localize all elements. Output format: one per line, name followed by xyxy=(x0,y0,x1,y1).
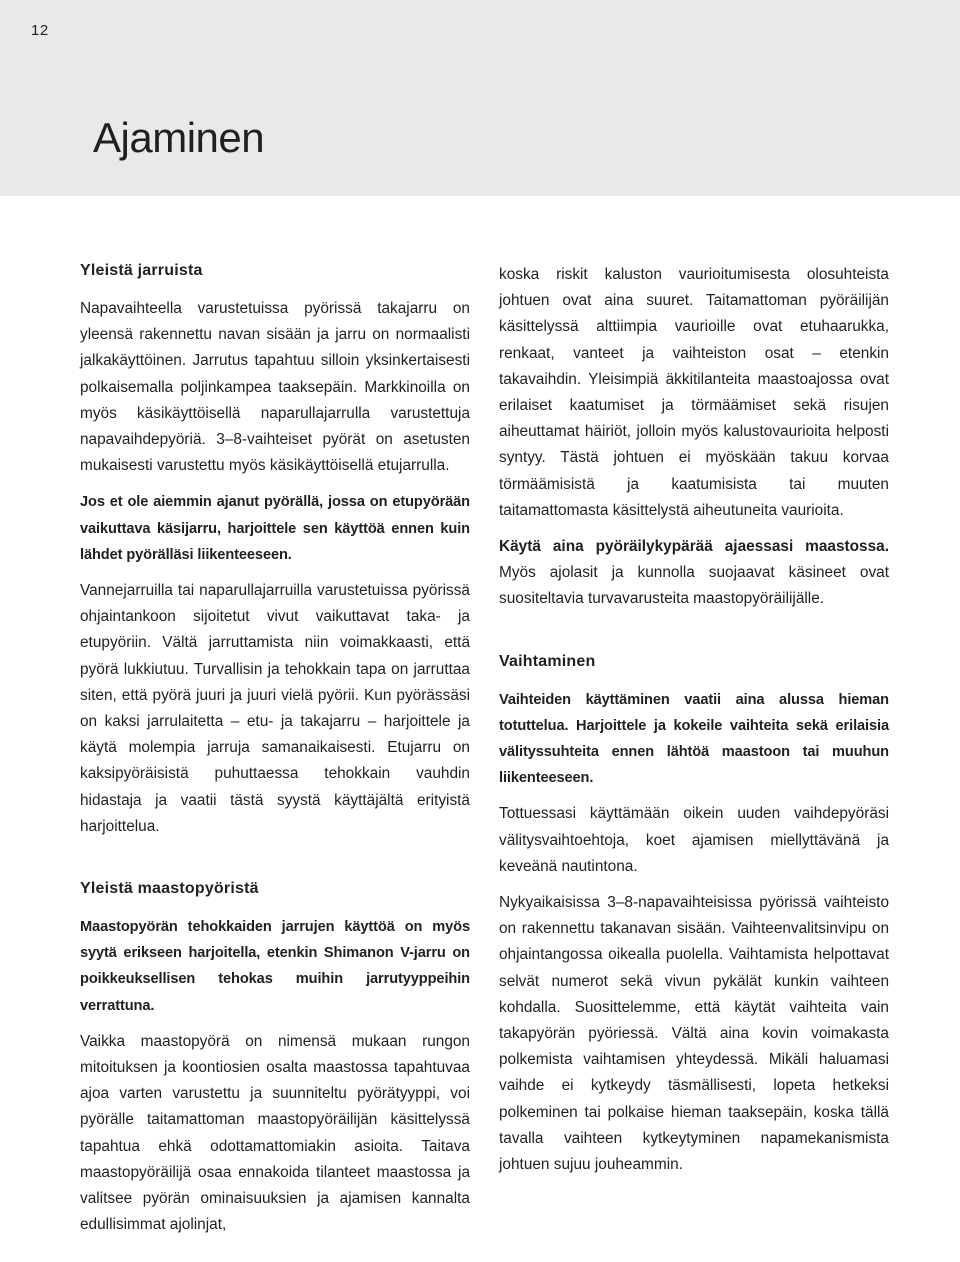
brakes-paragraph-2: Vannejarruilla tai naparullajarruilla varustetuissa pyörissä ohjaintankoon sijoitetut vivut vaikuttavat taka- ja etupyöriin. Vältä jarruttamista niin voimakkaasti, että pyörä lukkiutuu. Turvallisin ja tehokkain tapa on jarruttaa siten, että pyörä juuri ja juuri vielä pyörii. Kun pyörässäsi on kaksi jarrulaitetta – etu- ja takajarru – harjoittele ja käytä molempia jarruja samanaikaisesti. Etujarru on kaksipyöräisistä puhuttaessa tehokkain vauhdin hidastaja ja vaatii tästä syystä käyttäjältä erityistä harjoittelua. xyxy=(80,582,470,835)
page-number: 12 xyxy=(31,22,49,39)
helmet-paragraph xyxy=(499,534,889,613)
right-column xyxy=(499,262,889,1188)
header-band xyxy=(0,0,960,196)
helmet-rest: Myös ajolasit ja kunnolla suojaavat käsineet ovat suositeltavia turvavarusteita maastopyöräilijälle. xyxy=(499,564,889,608)
section-spacer xyxy=(499,623,889,649)
gears-paragraph-2: Nykyaikaisissa 3–8-napavaihteisissa pyörissä vaihteisto on rakennettu takanavan sisään. Vaihteenvalitsinvipu on ohjaintangossa oikealla puolella. Vaihtamista helpottavat selvät numerot sekä vivun pykälät kunkin vaihteen kohdalla. Suosittelemme, että käytät vaihteita vain takapyörän pyöriessä. Vältä aina kovin voimakasta polkemista vaihtamisen yhteydessä. Mikäli haluamasi vaihde ei kytkeydy täsmällisesti, lopeta hetkeksi polkeminen tai polkaise hieman taaksepäin, koska tällä tavalla vaihteen kytkeytyminen napamekanismista johtuen sujuu jouheammin. xyxy=(499,894,889,1174)
mtb-paragraph-2: koska riskit kaluston vaurioitumisesta olosuhteista johtuen ovat aina suuret. Taitamattoman pyöräilijän käsittelyssä alttiimpia vaurioille ovat etuhaarukka, renkaat, vanteet ja vaihteiston osat – etenkin takavaihdin. Yleisimpiä äkkitilanteita maastoajossa ovat erilaiset kaatumiset ja törmäämiset sekä risujen aiheuttamat häiriöt, jolloin myös kalustovaurioita helposti syntyy. Tästä johtuen ei myöskään takuu korvaa törmäämisistä ja kaatumisista tai muuten taitamattomasta käsittelystä aiheutuneita vaurioita. xyxy=(499,266,889,519)
gears-paragraph-1: Tottuessasi käyttämään oikein uuden vaihdepyöräsi välitysvaihtoehtoja, koet ajamisen miellyttävänä ja keveänä nautintona. xyxy=(499,805,889,875)
helmet-emphasis: Käytä aina pyöräilykypärää ajaessasi maastossa. xyxy=(499,538,889,556)
mtb-paragraph-1: Vaikka maastopyörä on nimensä mukaan rungon mitoituksen ja koontiosien osalta maastossa tapahtuvaa ajoa varten varustettu ja suunniteltu pyörätyyppi, voi pyörälle taitamattoman maastopyöräilijän käsittelyssä tapahtua ehkä odottamattomiakin asioita. Taitava maastopyöräilijä osaa ennakoida tilanteet maastossa ja valitsee pyörän ominaisuuksien ja ajamisen kannalta edullisimmat ajolinjat, xyxy=(80,1032,470,1234)
brakes-warning-paragraph: Jos et ole aiemmin ajanut pyörällä, jossa on etupyörään vaikuttava käsijarru, harjoittele sen käyttöä ennen kuin lähdet pyörälläsi liikenteeseen. xyxy=(80,494,470,563)
section-heading-mtb: Yleistä maastopyöristä xyxy=(80,880,259,898)
section-heading-gears: Vaihtaminen xyxy=(499,652,596,670)
section-heading-brakes: Yleistä jarruista xyxy=(80,262,203,279)
brakes-paragraph-1: Napavaihteella varustetuissa pyörissä takajarru on yleensä rakennettu navan sisään ja jarru on normaalisti jalkakäyttöinen. Jarrutus tapahtuu silloin yksinkertaisesti polkaisemalla poljinkampea taaksepäin. Markkinoilla on myös käsikäyttöisellä naparullajarrulla varustettuja napavaihdepyöriä. 3–8-vaihteiset pyörät on asetusten mukaisesti varustettu myös käsikäyttöisellä etujarrulla. xyxy=(80,300,470,475)
section-spacer xyxy=(80,850,470,876)
gears-lead-paragraph: Vaihteiden käyttäminen vaatii aina alussa hieman totuttelua. Harjoittele ja kokeile vaihteita sekä erilaisia välityssuhteita ennen lähtöä maastoon tai muuhun liikenteeseen. xyxy=(499,691,889,787)
mtb-lead-paragraph: Maastopyörän tehokkaiden jarrujen käyttöä on myös syytä erikseen harjoitella, etenkin Shimanon V-jarru on poikkeuksellisen tehokas muihin jarrutyyppeihin verrattuna. xyxy=(80,919,470,1014)
page-title: Ajaminen xyxy=(93,114,265,161)
left-column xyxy=(80,258,470,1249)
